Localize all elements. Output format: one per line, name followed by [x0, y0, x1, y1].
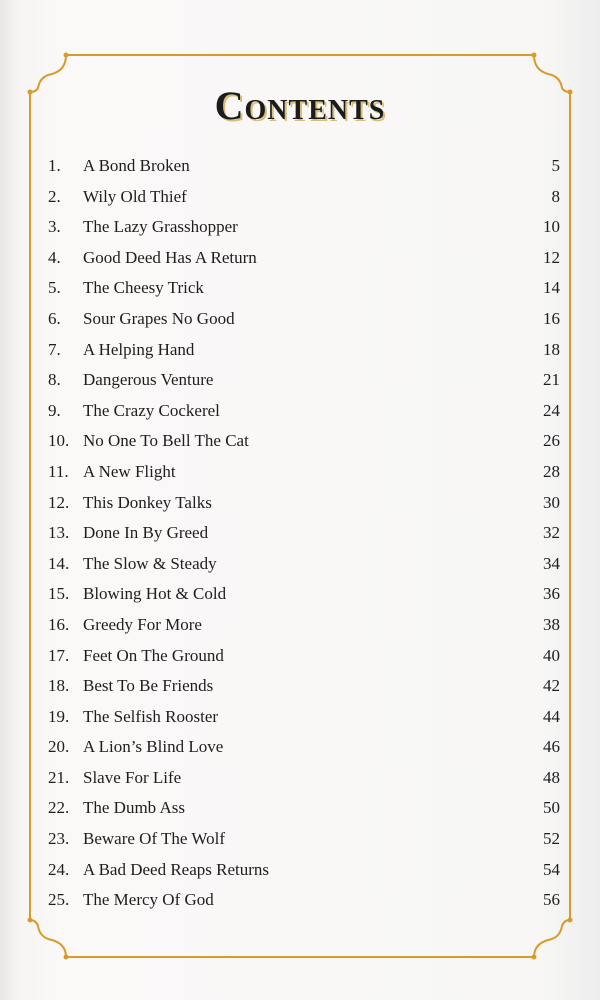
entry-page-number: 14	[543, 278, 560, 298]
entry-page-number: 21	[543, 370, 560, 390]
entry-title: The Slow & Steady	[83, 553, 217, 573]
entry-title: Wily Old Thief	[83, 186, 187, 206]
entry-title: The Mercy Of God	[83, 890, 214, 910]
entry-title: A New Flight	[83, 461, 176, 481]
toc-entry	[48, 273, 560, 304]
toc-entry	[48, 793, 560, 824]
entry-title: Feet On The Ground	[83, 645, 224, 665]
entry-title: A Bond Broken	[83, 156, 190, 175]
toc-entry	[48, 824, 560, 855]
toc-entry	[48, 426, 560, 457]
entry-number: 10.	[48, 431, 70, 451]
entry-title: Sour Grapes No Good	[83, 308, 235, 328]
entry-page-number: 32	[543, 523, 560, 543]
toc-entry	[48, 671, 560, 702]
entry-title: Blowing Hot & Cold	[83, 584, 227, 604]
entry-title: The Cheesy Trick	[83, 278, 204, 298]
toc-entry	[48, 396, 560, 427]
toc-entry	[48, 855, 560, 886]
entry-page-number: 38	[543, 614, 560, 634]
toc-entry	[48, 518, 560, 549]
entry-page-number: 54	[543, 859, 560, 879]
toc-entry	[48, 182, 560, 213]
entry-page-number: 46	[543, 737, 560, 757]
entry-page-number: 8	[551, 186, 560, 206]
toc-entry	[48, 641, 560, 672]
entry-number: 6.	[48, 308, 61, 328]
entry-number: 5.	[48, 278, 61, 298]
entry-number: 7.	[48, 339, 61, 359]
table-of-contents	[48, 151, 560, 916]
entry-number: 24.	[48, 859, 70, 879]
entry-number: 13.	[48, 523, 70, 543]
entry-number: 12.	[48, 492, 70, 512]
toc-entry	[48, 304, 560, 335]
entry-number: 16.	[48, 614, 70, 634]
entry-title: This Donkey Talks	[83, 492, 212, 512]
page-title: Contents	[214, 83, 386, 128]
entry-page-number: 30	[543, 492, 560, 512]
entry-page-number: 34	[543, 553, 560, 573]
entry-number: 20.	[48, 737, 70, 757]
entry-page-number: 40	[543, 645, 560, 665]
entry-number: 9.	[48, 400, 61, 420]
toc-entry	[48, 702, 560, 733]
entry-page-number: 18	[543, 339, 560, 359]
toc-entry	[48, 488, 560, 519]
entry-number: 4.	[48, 247, 61, 267]
entry-title: The Lazy Grasshopper	[83, 217, 238, 237]
entry-page-number: 56	[543, 890, 560, 910]
entry-number: 22.	[48, 798, 70, 818]
entry-page-number: 36	[543, 584, 560, 604]
toc-entry	[48, 610, 560, 641]
entry-page-number: 28	[543, 461, 560, 481]
entry-page-number: 24	[543, 400, 560, 420]
toc-entry	[48, 457, 560, 488]
entry-title: Beware Of The Wolf	[83, 829, 225, 849]
entry-number: 14.	[48, 553, 70, 573]
entry-title: A Helping Hand	[83, 339, 195, 359]
entry-title: A Bad Deed Reaps Returns	[83, 859, 270, 879]
entry-number: 3.	[48, 217, 61, 237]
entry-page-number: 16	[543, 308, 560, 328]
entry-number: 21.	[48, 767, 70, 787]
toc-entry	[48, 549, 560, 580]
entry-page-number: 50	[543, 798, 560, 818]
entry-number: 11.	[48, 461, 69, 481]
toc-entry	[48, 243, 560, 274]
entry-title: Done In By Greed	[83, 523, 209, 543]
entry-page-number: 5	[551, 156, 560, 175]
entry-number: 2.	[48, 186, 61, 206]
entry-number: 23.	[48, 829, 70, 849]
toc-entry	[48, 365, 560, 396]
entry-number: 18.	[48, 676, 70, 696]
entry-title: Slave For Life	[83, 767, 182, 787]
entry-page-number: 26	[543, 431, 560, 451]
entry-page-number: 10	[543, 217, 560, 237]
entry-number: 25.	[48, 890, 70, 910]
toc-entry	[48, 335, 560, 366]
entry-title: The Crazy Cockerel	[83, 400, 220, 420]
entry-page-number: 42	[543, 676, 560, 696]
entry-number: 15.	[48, 584, 70, 604]
entry-number: 17.	[48, 645, 70, 665]
toc-entry	[48, 579, 560, 610]
entry-number: 8.	[48, 370, 61, 390]
entry-page-number: 44	[543, 706, 560, 726]
toc-entry	[48, 763, 560, 794]
entry-number: 1.	[48, 156, 61, 175]
entry-page-number: 52	[543, 829, 560, 849]
entry-page-number: 48	[543, 767, 560, 787]
toc-entry	[48, 151, 560, 182]
entry-title: A Lion’s Blind Love	[83, 737, 224, 757]
entry-number: 19.	[48, 706, 70, 726]
toc-entry	[48, 212, 560, 243]
entry-title: No One To Bell The Cat	[83, 431, 249, 451]
entry-title: Good Deed Has A Return	[83, 247, 257, 267]
entry-title: Best To Be Friends	[83, 676, 214, 696]
entry-title: The Selfish Rooster	[83, 706, 219, 726]
toc-entry	[48, 885, 560, 916]
toc-entry	[48, 732, 560, 763]
entry-title: Dangerous Venture	[83, 370, 214, 390]
entry-title: The Dumb Ass	[83, 798, 185, 818]
entry-page-number: 12	[543, 247, 560, 267]
entry-title: Greedy For More	[83, 614, 202, 634]
